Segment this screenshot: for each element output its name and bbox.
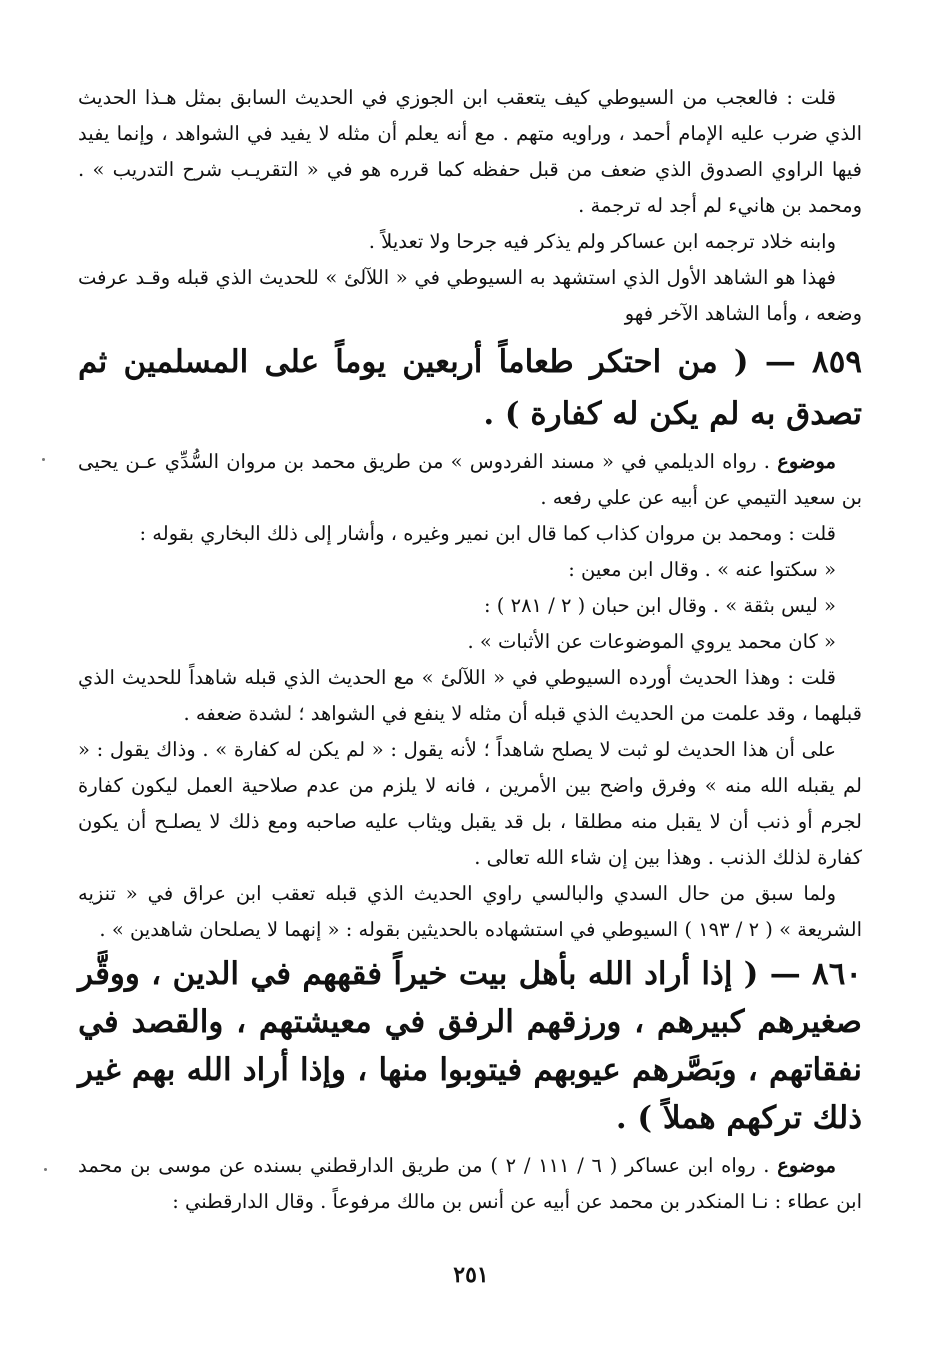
paragraph-witness-argument: على أن هذا الحديث لو ثبت لا يصلح شاهداً ؛ لأنه يقول : « لم يكن له كفارة » . وذاك يقول : « لم يقبله الله منه » وفرق واضح بين الأمرين ، فانه لا يلزم من عدم صلاحية العمل ليكون كفارة لجرم أو ذنب أن لا يقبل منه مطلقا ، بل قد يقبل ويثاب عليه صاحبه ومع ذلك لا يصلـح أن يكون كفارة لذلك الذنب . وهذا بين إن شاء الله تعالى . <box>78 738 862 869</box>
hadith-860: ٨٦٠ — ( إذا أراد الله بأهل بيت خيراً فقههم في الدين ، ووقَّر صغيرهم كبيرهم ، ورزقهم الرفق في معيشتهم ، والقصد في نفقاتهم ، وبَصَّرهم عيوبهم فيتوبوا منها ، وإذا أراد الله بهم غير ذلك تركهم هملاً ) . <box>78 956 862 1136</box>
quote-ibn-hibban: « كان محمد يروي الموضوعات عن الأثبات » . <box>467 630 836 653</box>
ruling-text-859: . رواه الديلمي في « مسند الفردوس » من طريق محمد بن مروان السُّدِّي عـن يحيى بن سعيد التيمي عن أبيه عن علي رفعه . <box>78 450 862 509</box>
page-number: ٢٥١ <box>453 1262 489 1288</box>
paragraph-ibn-marwan: قلت : ومحمد بن مروان كذاب كما قال ابن نمير وغيره ، وأشار إلى ذلك البخاري بقوله : <box>139 522 836 545</box>
quote-bukhari: « سكتوا عنه » . وقال ابن معين : <box>568 558 836 581</box>
paragraph-suyuti-laali: قلت : وهذا الحديث أورده السيوطي في « اللآلئ » مع الحديث الذي قبله شاهداً للحديث الذي قبلهما ، وقد علمت من الحديث الذي قبله أن مثله لا ينفع في الشواهد ؛ لشدة ضعفه . <box>78 666 862 725</box>
ruling-860 <box>78 1148 862 1220</box>
quote-ibn-maeen: « ليس بثقة » . وقال ابن حبان ( ٢ / ٢٨١ ) : <box>484 594 836 617</box>
paragraph-khallad: وابنه خلاد ترجمه ابن عساكر ولم يذكر فيه جرحا ولا تعديلاً . <box>368 230 836 253</box>
ruling-label-859: موضوع <box>777 450 836 473</box>
ruling-text-860: . رواه ابن عساكر ( ٦ / ١١١ / ٢ ) من طريق الدارقطني بسنده عن موسى بن محمد ابن عطاء : نـا المنكدر بن محمد عن أبيه عن أنس بن مالك مرفوعاً . وقال الدارقطني : <box>78 1154 862 1213</box>
ruling-859 <box>78 444 862 516</box>
hadith-859: ٨٥٩ — ( من احتكر طعاماً أربعين يوماً على المسلمين ثم تصدق به لم يكن له كفارة ) . <box>78 344 862 432</box>
paragraph-comment-1: قلت : فالعجب من السيوطي كيف يتعقب ابن الجوزي في الحديث السابق بمثل هـذا الحديث الذي ضرب عليه الإمام أحمد ، وراويه متهم . مع أنه يعلم أن مثله لا يفيد في الشواهد ، وإنما يفيد فيها الراوي الصدوق الذي ضعف من قبل حفظه كما قرره هو في « التقريـب شرح التدريب » . ومحمد بن هانيء لم أجد له ترجمة . <box>78 86 862 217</box>
paragraph-ibn-iraq: ولما سبق من حال السدي والبالسي راوي الحديث الذي قبله تعقب ابن عراق في « تنزيه الشريعة » ( ٢ / ١٩٣ ) السيوطي في استشهاده بالحديثين بقوله : « إنهما لا يصلحان شاهدين » . <box>78 882 862 941</box>
ruling-label-860: موضوع <box>777 1154 836 1177</box>
scan-speck <box>44 1168 47 1171</box>
scan-speck <box>42 458 45 461</box>
paragraph-first-witness: فهذا هو الشاهد الأول الذي استشهد به السيوطي في « اللآلئ » للحديث الذي قبله وقـد عرفت وضعه ، وأما الشاهد الآخر فهو <box>78 266 862 325</box>
